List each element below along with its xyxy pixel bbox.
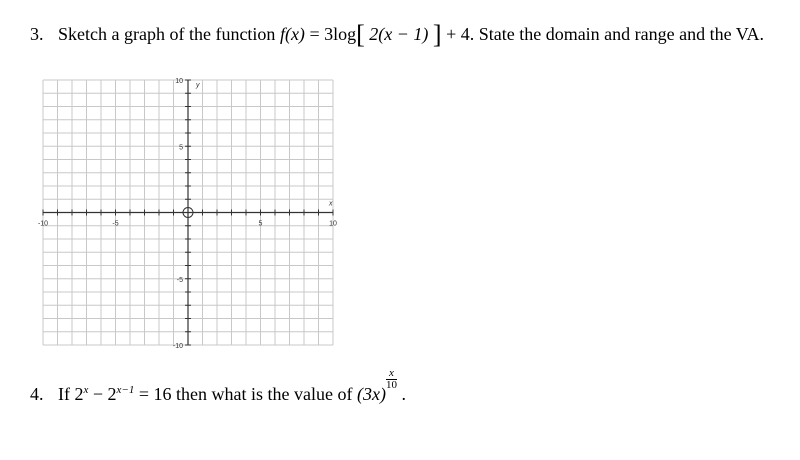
- question-number: 3.: [30, 24, 44, 44]
- equation-part: = 3log: [304, 24, 357, 44]
- question-4: [30, 368, 406, 405]
- question-number: 4.: [30, 384, 44, 404]
- x-tick-label: 5: [258, 220, 263, 228]
- function-name: f: [279, 24, 285, 44]
- x-tick-label: -5: [112, 220, 119, 228]
- question-text: Sketch a graph of the function: [58, 24, 280, 44]
- function-arg: (x): [284, 24, 305, 44]
- question-text: If: [58, 384, 75, 404]
- question-tail: + 4. State the domain and range and the VA.: [441, 24, 764, 44]
- exponent-1: x: [83, 384, 89, 396]
- x-axis-label: x: [329, 200, 333, 208]
- y-tick-label: 10: [175, 78, 183, 85]
- fraction-numerator: x: [386, 368, 397, 380]
- base-1: 2: [74, 384, 84, 404]
- fraction-denominator: 10: [385, 379, 397, 391]
- left-bracket: [: [356, 20, 365, 49]
- fraction-exponent: [386, 368, 397, 391]
- log-argument: 2(x − 1): [364, 24, 433, 44]
- question-end: .: [396, 384, 406, 404]
- base-2: 2: [107, 384, 117, 404]
- exponent-2: x−1: [116, 384, 135, 396]
- right-bracket: ]: [432, 20, 442, 49]
- expression: (3x): [356, 384, 386, 404]
- y-tick-label: -10: [172, 343, 183, 350]
- y-tick-label: -5: [176, 276, 183, 284]
- x-tick-label: -10: [37, 220, 49, 228]
- y-axis-label: y: [196, 82, 200, 89]
- question-middle: = 16 then what is the value of: [134, 384, 357, 404]
- y-tick-label: 5: [179, 144, 183, 152]
- x-tick-label: 10: [329, 220, 337, 228]
- minus-sign: −: [88, 384, 108, 404]
